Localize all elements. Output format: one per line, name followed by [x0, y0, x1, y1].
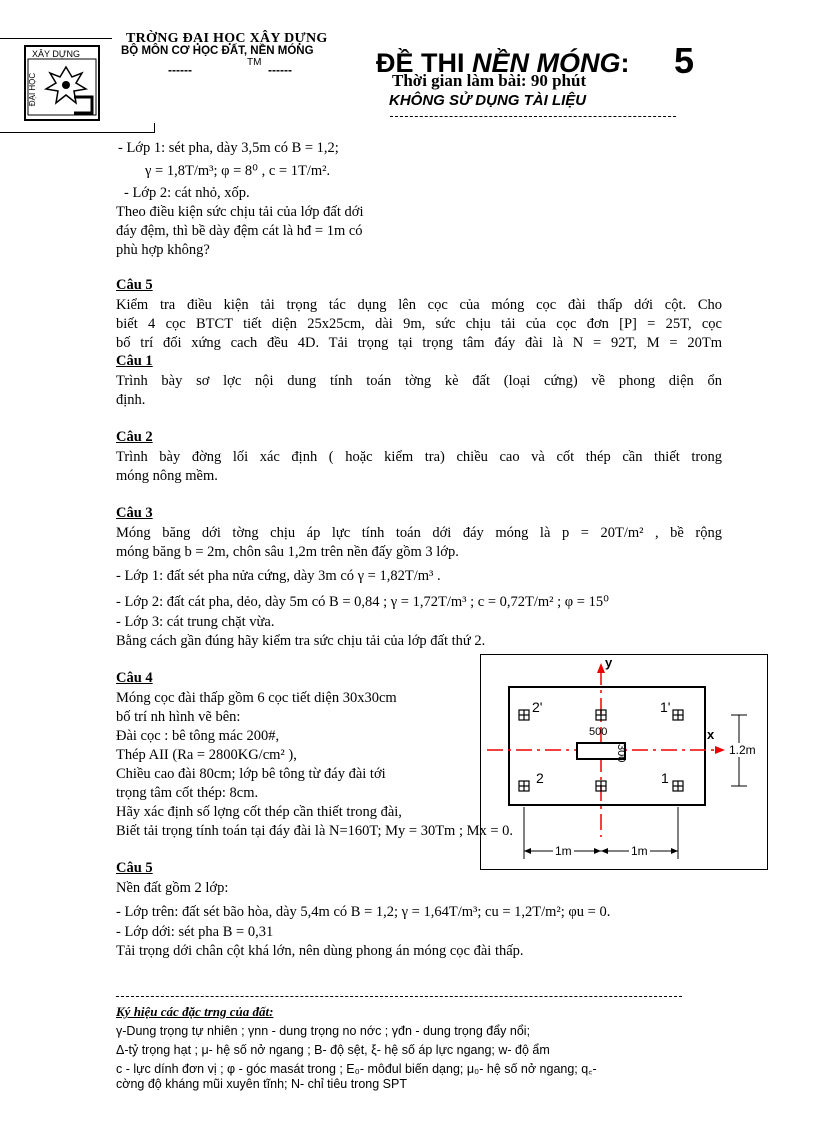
header-tm: TM: [247, 57, 262, 68]
school-name: TRỜNG ĐẠI HỌC XÂY DỰNG: [126, 31, 328, 46]
question-3-line-2: móng băng b = 2m, chôn sâu 1,2m trên nền đấy gồm 3 lớp.: [116, 544, 459, 560]
question-1-title: Câu 1: [116, 353, 153, 369]
pile-bottom-right: [673, 781, 683, 791]
pile-bottom-left: [519, 781, 529, 791]
header-rule-tick: [154, 123, 155, 133]
question-5a-line-1: Kiểm tra điều kiện tải trọng tác dụng lên cọc của móng cọc đài thấp dới cột. Cho: [116, 297, 722, 313]
question-3-line-4: - Lớp 2: đất cát pha, dẻo, dày 5m có B = 0,84 ; γ = 1,72T/m³ ; c = 0,72T/m² ; φ = 15⁰: [116, 594, 609, 610]
question-4-line-5: Chiều cao đài 80cm; lớp bê tông từ đáy đài tới: [116, 766, 386, 782]
legend-line-1: γ-Dung trọng tự nhiên ; γnn - dung trọng no nớc ; γđn - dung trọng đẩy nổi;: [116, 1024, 531, 1038]
top-line-1: - Lớp 1: sét pha, dày 3,5m có B = 1,2;: [118, 140, 339, 156]
top-line-3: - Lớp 2: cát nhỏ, xốp.: [124, 185, 250, 201]
question-5a-title: Câu 5: [116, 277, 153, 293]
fig-dim-500: 500: [589, 726, 608, 738]
top-line-6: phù hợp không?: [116, 242, 210, 258]
fig-pile-1: 1: [661, 770, 669, 786]
question-4-line-3: Đài cọc : bê tông mác 200#,: [116, 728, 280, 744]
question-3-title: Câu 3: [116, 505, 153, 521]
question-3-line-1: Móng băng dới tờng chịu áp lực tính toán dới đáy móng là p = 20T/m² , bề rộng: [116, 525, 722, 541]
question-5b-line-1: Nền đất gồm 2 lớp:: [116, 880, 229, 896]
question-5b-line-2: - Lớp trên: đất sét bão hòa, dày 5,4m có B = 1,2; γ = 1,64T/m³; cu = 1,2T/m²; φu = 0.: [116, 904, 611, 920]
question-3-line-3: - Lớp 1: đất sét pha nửa cứng, dày 3m có γ = 1,82T/m³ .: [116, 568, 441, 584]
x-axis-arrow: [715, 746, 725, 754]
header-dotted-rule: [390, 116, 676, 117]
question-3-line-5: - Lớp 3: cát trung chặt vừa.: [116, 614, 275, 630]
header-dashes-right: ------: [268, 63, 292, 77]
top-line-4: Theo điều kiện sức chịu tải của lớp đất dới: [116, 204, 364, 220]
pile-bottom-middle: [596, 781, 606, 791]
question-3-line-6: Bằng cách gần đúng hãy kiểm tra sức chịu tải của lớp đất thứ 2.: [116, 633, 486, 649]
question-2-line-2: móng nông mềm.: [116, 468, 218, 484]
fig-dim-1m-right: 1m: [631, 844, 648, 858]
logo-top-text: XÂY DỰNG: [32, 49, 81, 59]
fig-dim-300: 300: [615, 744, 627, 763]
question-5b-line-3: - Lớp dới: sét pha B = 0,31: [116, 924, 274, 940]
fig-label-y: y: [605, 655, 613, 670]
question-5a-line-3: bố trí đối xứng cach đều 4D. Tải trọng tại trọng tâm đáy đài là N = 92T, M = 20Tm: [116, 335, 722, 351]
pile-top-left: [519, 710, 529, 720]
fig-pile-1-prime: 1': [660, 699, 671, 715]
question-4-line-6: trọng tâm cốt thép: 8cm.: [116, 785, 259, 801]
fig-pile-2-prime: 2': [532, 699, 543, 715]
legend-title: Ký hiệu các đặc trng của đất:: [116, 1004, 274, 1019]
question-4-line-1: Móng cọc đài thấp gồm 6 cọc tiết diện 30x30cm: [116, 690, 397, 706]
header-top-rule: [0, 38, 112, 39]
y-axis-arrow: [597, 663, 605, 673]
pile-layout-drawing: [481, 655, 769, 871]
pile-layout-figure: [480, 654, 768, 870]
exam-title-a: ĐỀ THI: [376, 48, 465, 78]
question-4-line-8: Biết tải trọng tính toán tại đáy đài là N=160T; My = 30Tm ; Mx = 0.: [116, 823, 514, 839]
header-left-rule: [0, 132, 154, 133]
legend-dashed-rule: [116, 996, 682, 997]
question-2-line-1: Trình bày đờng lối xác định ( hoặc kiểm tra) chiều cao và cốt thép cần thiết trong: [116, 449, 722, 465]
no-documents-notice: KHÔNG SỬ DỤNG TÀI LIỆU: [389, 92, 587, 109]
question-4-line-7: Hãy xác định số lợng cốt thép cần thiết trong đài,: [116, 804, 402, 820]
fig-pile-2: 2: [536, 770, 544, 786]
exam-title-b: NỀN MÓNG: [472, 48, 621, 78]
question-4-line-2: bố trí nh hình vẽ bên:: [116, 709, 241, 725]
question-4-line-4: Thép AII (Ra = 2800KG/cm² ),: [116, 747, 297, 763]
logo-side-text: ĐẠI HỌC: [28, 72, 38, 107]
top-line-5: đáy đệm, thì bề dày đệm cát là hđ = 1m có: [116, 223, 363, 239]
top-line-2: γ = 1,8T/m³; φ = 8⁰ , c = 1T/m².: [145, 163, 331, 179]
department-name: BỘ MÔN CƠ HỌC ĐẤT, NỀN MÓNG: [121, 45, 314, 57]
pile-top-middle: [596, 710, 606, 720]
exam-time: Thời gian làm bài: 90 phút: [392, 71, 587, 90]
question-1-line-2: định.: [116, 392, 146, 408]
question-4-title: Câu 4: [116, 670, 153, 686]
legend-line-2: Δ-tỷ trọng hạt ; μ- hệ số nở ngang ; B- độ sệt, ξ- hệ số áp lực ngang; w- độ ẩm: [116, 1043, 550, 1057]
fig-label-x: x: [707, 727, 715, 742]
exam-number: 5: [674, 40, 695, 81]
question-5a-line-2: biết 4 cọc BTCT tiết diện 25x25cm, dài 9m, sức chịu tải của cọc đơn [P] = 25T, cọc: [116, 316, 722, 332]
question-5b-title: Câu 5: [116, 860, 153, 876]
exam-title-colon: :: [620, 48, 630, 78]
pile-top-right: [673, 710, 683, 720]
fig-dim-1-2m: 1.2m: [729, 743, 756, 757]
question-5b-line-4: Tải trọng dới chân cột khá lớn, nên dùng phong án móng cọc đài thấp.: [116, 943, 524, 959]
school-logo: [24, 45, 100, 121]
question-1-line-1: Trình bày sơ lợc nội dung tính toán tờng kè đất (loại cứng) về phong diện ổn: [116, 373, 722, 389]
legend-line-3: c - lực dính đơn vị ; φ - góc masát trong ; E₀- môđul biến dạng; μ₀- hệ số nở ngang; q꜀-: [116, 1062, 597, 1076]
question-2-title: Câu 2: [116, 429, 153, 445]
fig-dim-1m-left: 1m: [555, 844, 572, 858]
header-dashes-left: ------: [168, 63, 192, 77]
exam-title: [376, 48, 630, 79]
legend-line-4: cờng độ kháng mũi xuyên tĩnh; N- chỉ tiêu trong SPT: [116, 1077, 407, 1091]
